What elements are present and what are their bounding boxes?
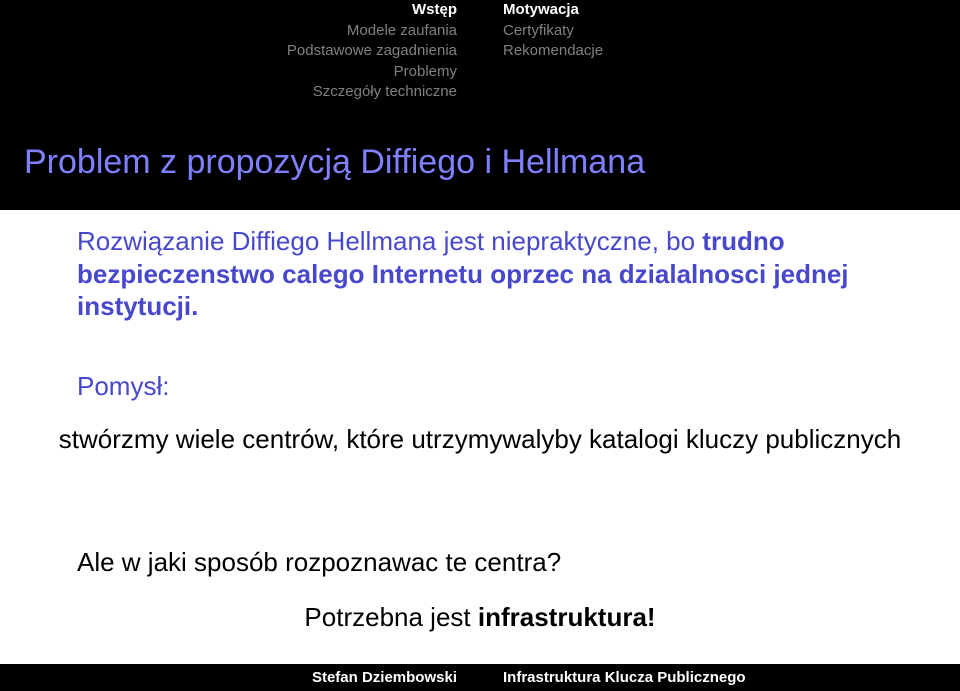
footer-title: Infrastruktura Klucza Publicznego (503, 669, 746, 686)
problem-paragraph (77, 225, 897, 323)
nav-section-modele-zaufania[interactable]: Modele zaufania (346, 21, 457, 39)
idea-label: Pomysł: (77, 371, 170, 401)
slide-title: Problem z propozycją Diffiego i Hellmana (24, 143, 646, 181)
problem-text: Rozwiązanie Diffiego Hellmana jest niepraktyczne, bo (77, 226, 696, 256)
conclusion-emphasis: infrastruktura! (477, 602, 656, 632)
nav-section-szczegoly-techniczne[interactable]: Szczegóły techniczne (312, 83, 457, 100)
subsection-nav (503, 0, 603, 62)
problem-emphasis: trudno bezpieczenstwo calego Internetu oprzec na dzialalnosci jednej instytucji. (77, 226, 849, 321)
conclusion-text: Potrzebna jest (304, 602, 471, 632)
idea-text: stwórzmy wiele centrów, które utrzymywalyby katalogi kluczy publicznych (58, 424, 902, 454)
nav-section-problemy[interactable]: Problemy (393, 62, 457, 80)
nav-subsection-motywacja[interactable]: Motywacja (503, 1, 579, 18)
nav-subsection-certyfikaty[interactable]: Certyfikaty (503, 21, 574, 39)
footer-author: Stefan Dziembowski (311, 669, 457, 686)
nav-section-podstawowe-zagadnienia[interactable]: Podstawowe zagadnienia (286, 42, 457, 59)
nav-subsection-rekomendacje[interactable]: Rekomendacje (503, 42, 604, 59)
section-nav (287, 0, 457, 103)
conclusion-line (0, 601, 960, 634)
question-text: Ale w jaki sposób rozpoznawac te centra? (77, 547, 562, 577)
nav-section-wstep[interactable]: Wstęp (412, 1, 457, 18)
slide-header (0, 0, 960, 210)
slide-footer (0, 664, 960, 691)
